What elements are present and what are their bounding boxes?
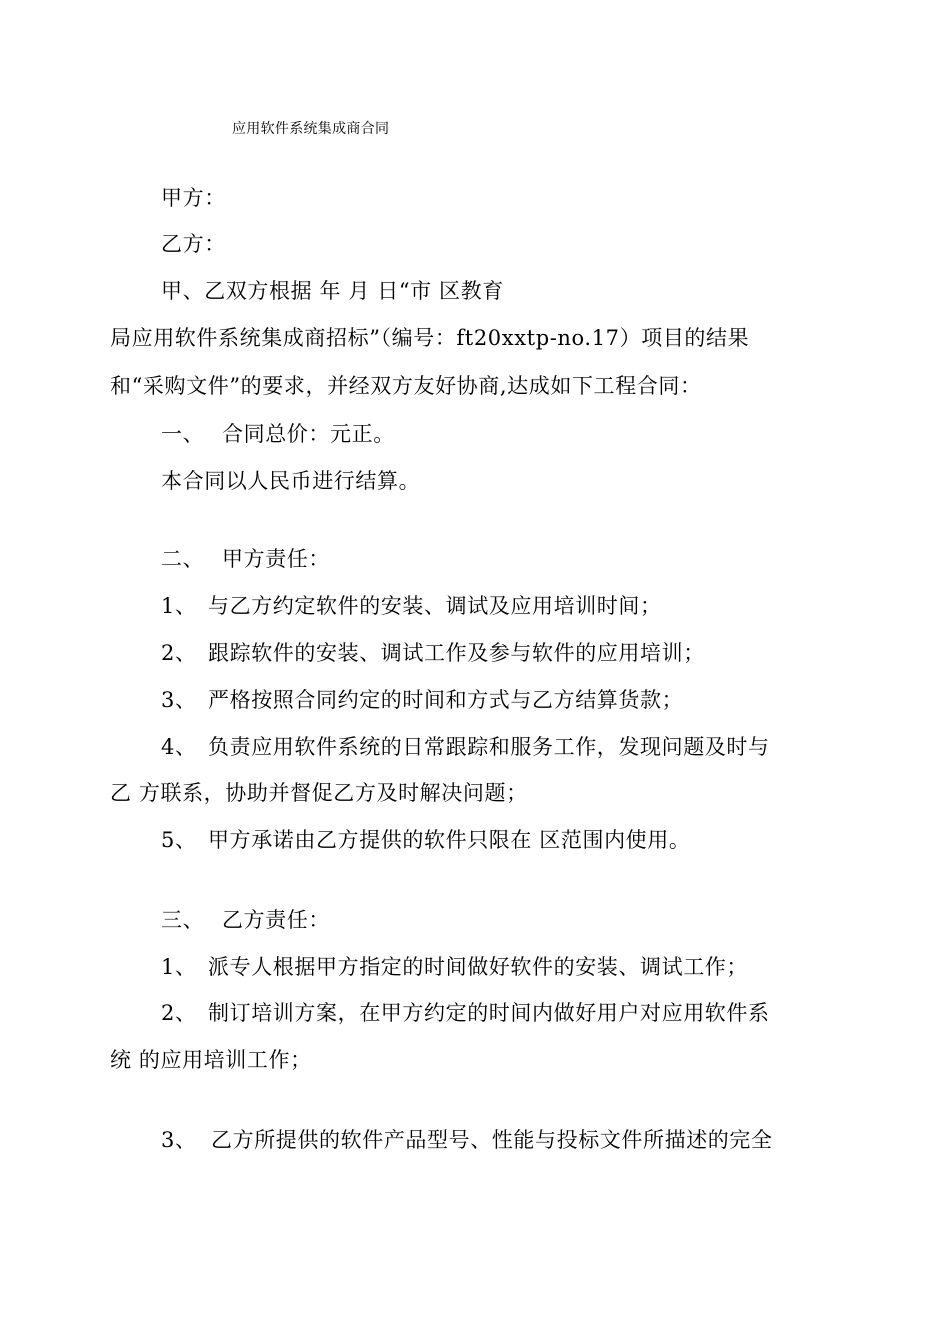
section1-number: 一、 (161, 422, 205, 446)
section1-note: 本合同以人民币进行结算。 (161, 469, 421, 493)
section3-item-3-number: 3、 (161, 1128, 197, 1152)
section2-item-1-text: 与乙方约定软件的安装、调试及应用培训时间； (208, 594, 662, 618)
section2-item-5-text: 甲方承诺由乙方提供的软件只限在 区范围内使用。 (208, 828, 691, 852)
section3-number: 三、 (161, 908, 205, 932)
section2-item-4-text-cont: 乙 方联系，协助并督促乙方及时解决问题； (110, 781, 528, 805)
section2-item-3-text: 严格按照合同约定的时间和方式与乙方结算货款； (208, 688, 684, 712)
section2-item-3-number: 3、 (161, 688, 197, 712)
preamble-line-1: 甲、乙双方根据 年 月 日“市 区教育 (161, 279, 504, 303)
section1-heading: 合同总价：元正。 (222, 422, 395, 446)
section3-item-3-text: 乙方所提供的软件产品型号、性能与投标文件所描述的完全 (211, 1128, 773, 1152)
document-title: 应用软件系统集成商合同 (232, 121, 390, 137)
section2-item-2-number: 2、 (161, 641, 197, 665)
section2-item-1-number: 1、 (161, 594, 197, 618)
section2-item-5-number: 5、 (161, 828, 197, 852)
section3-item-2-number: 2、 (161, 1001, 197, 1025)
section3-heading: 乙方责任： (222, 908, 330, 932)
party-a-label: 甲方： (161, 186, 226, 210)
section3-item-2-text: 制订培训方案，在甲方约定的时间内做好用户对应用软件系 (208, 1001, 770, 1025)
section3-item-1-number: 1、 (161, 955, 197, 979)
section2-item-4-number: 4、 (161, 735, 197, 759)
section2-heading: 甲方责任： (222, 547, 330, 571)
preamble-line-2: 局应用软件系统集成商招标”（编号：ft20xxtp-no.17）项目的结果 (110, 326, 750, 350)
section3-item-1-text: 派专人根据甲方指定的时间做好软件的安装、调试工作； (208, 955, 748, 979)
section2-item-4-text: 负责应用软件系统的日常跟踪和服务工作，发现问题及时与 (208, 735, 770, 759)
section3-item-2-text-cont: 统 的应用培训工作； (110, 1048, 312, 1072)
party-b-label: 乙方： (161, 232, 226, 256)
preamble-line-3: 和“采购文件”的要求，并经双方友好协商,达成如下工程合同： (110, 374, 702, 398)
section2-number: 二、 (161, 547, 205, 571)
section2-item-2-text: 跟踪软件的安装、调试工作及参与软件的应用培训； (208, 641, 705, 665)
